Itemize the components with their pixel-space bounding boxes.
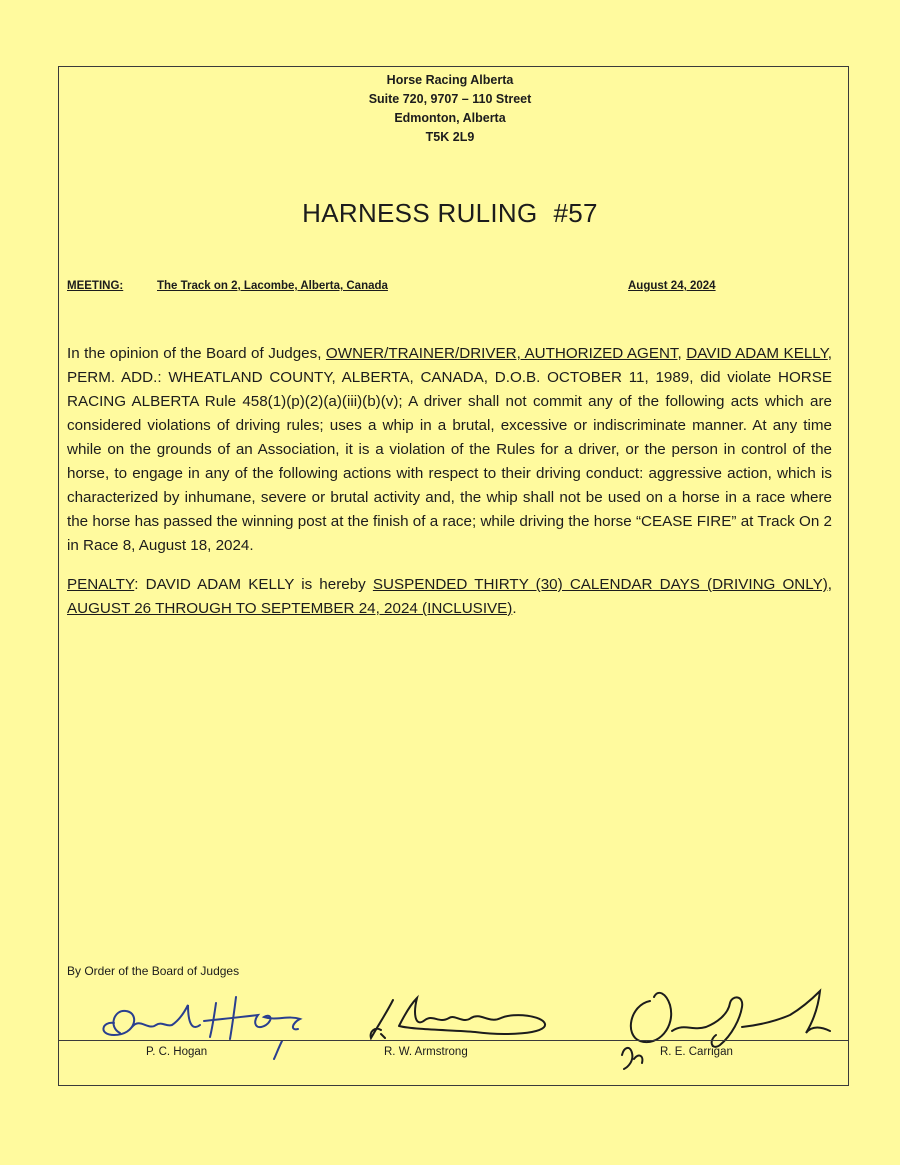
judge-name-carrigan: R. E. Carrigan: [660, 1046, 733, 1058]
judge-name-hogan: P. C. Hogan: [146, 1046, 208, 1058]
ruling-title-text: HARNESS RULING: [302, 198, 538, 228]
meeting-date: August 24, 2024: [628, 280, 716, 292]
licensee-name: DAVID ADAM KELLY: [686, 345, 828, 362]
address-line-1: Suite 720, 9707 – 110 Street: [368, 92, 532, 106]
ruling-intro: In the opinion of the Board of Judges,: [67, 345, 326, 362]
suspension-terms: SUSPENDED THIRTY (30) CALENDAR DAYS (DRIVING ONLY), AUGUST 26 THROUGH TO SEPTEMBER 24, 2024 (INCLUSIVE): [67, 576, 832, 617]
letterhead: [0, 71, 900, 147]
penalty-end: .: [512, 600, 517, 617]
by-order-label: By Order of the Board of Judges: [67, 964, 240, 978]
ruling-title: [0, 198, 900, 229]
signature-line: [58, 1040, 849, 1041]
licensee-roles: OWNER/TRAINER/DRIVER, AUTHORIZED AGENT: [325, 345, 678, 362]
ruling-details: , PERM. ADD.: WHEATLAND COUNTY, ALBERTA, CANADA, D.O.B. OCTOBER 11, 1989, did violate HORSE RACING ALBERTA Rule 458(1)(p)(2)(a)(iii)(b)(v); A driver shall not commit any of the following acts which are considered violations of driving rules; uses a whip in a brutal, excessive or indiscriminate manner. At any time while on the grounds of an Association, it is a violation of the Rules for a driver, or the person in control of the horse, to engage in any of the following actions with respect to their driving conduct: aggressive action, which is characterized by inhumane, severe or brutal activity and, the whip shall not be used on a horse in a race where the horse has passed the winning post at the finish of a race; while driving the horse “CEASE FIRE” at Track On 2 in Race 8, August 18, 2024.: [67, 345, 832, 554]
armstrong-signature: [355, 990, 555, 1050]
carrigan-signature: [600, 975, 840, 1075]
address-line-2: Edmonton, Alberta: [394, 111, 506, 125]
penalty-paragraph: [67, 573, 832, 621]
organization-name: Horse Racing Alberta: [386, 73, 514, 87]
meeting-label: MEETING:: [67, 280, 124, 292]
ruling-paragraph: [67, 342, 832, 558]
ruling-body: [67, 342, 832, 621]
judge-name-armstrong: R. W. Armstrong: [384, 1046, 468, 1058]
penalty-label: PENALTY: [67, 576, 135, 593]
penalty-text: : DAVID ADAM KELLY is hereby: [134, 576, 373, 593]
hogan-signature: [92, 985, 332, 1060]
ruling-number: #57: [553, 198, 598, 228]
postal-code: T5K 2L9: [425, 130, 475, 144]
roles-separator: ,: [677, 345, 687, 362]
meeting-location: The Track on 2, Lacombe, Alberta, Canada: [157, 280, 388, 292]
